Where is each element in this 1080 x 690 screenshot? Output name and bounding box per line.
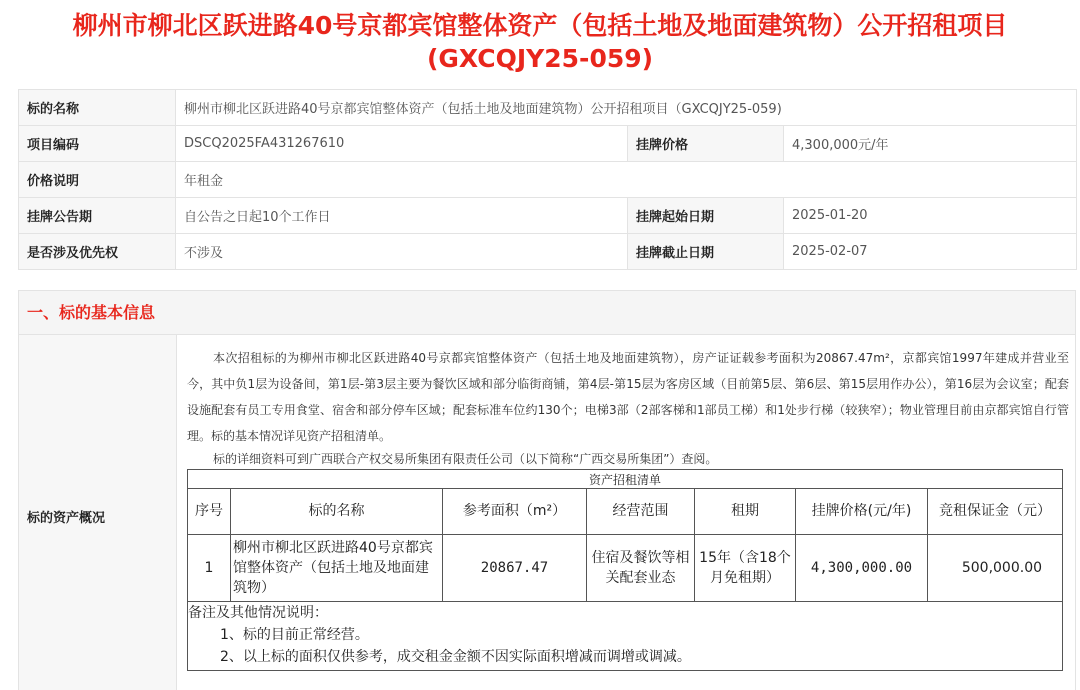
end-date-label: 挂牌截止日期 [628, 234, 784, 270]
name-value: 柳州市柳北区跃进路40号京都宾馆整体资产（包括土地及地面建筑物）公开招租项目（GXCQJY25-059) [176, 90, 1077, 126]
page-title [0, 9, 1080, 75]
cell-term: 15年（含18个月免租期） [695, 535, 796, 602]
header-area: 参考面积（m²） [443, 489, 587, 535]
summary-row-code [19, 126, 1077, 162]
price-value: 4,300,000元/年 [784, 126, 1077, 162]
table-row [188, 535, 1063, 602]
price-note-value: 年租金 [176, 162, 1077, 198]
header-price: 挂牌价格(元/年) [796, 489, 928, 535]
remarks-title: 备注及其他情况说明： [188, 605, 328, 621]
summary-table [18, 89, 1077, 270]
header-name: 标的名称 [231, 489, 443, 535]
summary-row-priority [19, 234, 1077, 270]
header-deposit: 竞租保证金（元） [928, 489, 1063, 535]
price-label: 挂牌价格 [628, 126, 784, 162]
asset-list-table [187, 469, 1063, 671]
code-value: DSCQ2025FA431267610 [176, 126, 628, 162]
summary-row-price-note [19, 162, 1077, 198]
cell-price: 4,300,000.00 [796, 535, 928, 602]
asset-table-caption-row [188, 470, 1063, 489]
asset-table-header [188, 489, 1063, 535]
asset-table-caption: 资产招租清单 [188, 470, 1063, 489]
start-date-label: 挂牌起始日期 [628, 198, 784, 234]
remarks-item-2: 2、以上标的面积仅供参考，成交租金金额不因实际面积增减而调增或调减。 [220, 649, 691, 665]
remarks-cell [188, 602, 1063, 671]
header-no: 序号 [188, 489, 231, 535]
cell-name: 柳州市柳北区跃进路40号京都宾馆整体资产（包括土地及地面建筑物） [231, 535, 443, 602]
asset-overview-content [187, 345, 1069, 671]
cell-scope: 住宿及餐饮等相关配套业态 [587, 535, 695, 602]
cell-area: 20867.47 [443, 535, 587, 602]
priority-value: 不涉及 [176, 234, 628, 270]
period-value: 自公告之日起10个工作日 [176, 198, 628, 234]
period-label: 挂牌公告期 [19, 198, 176, 234]
header-scope: 经营范围 [587, 489, 695, 535]
section-body [19, 335, 1075, 690]
header-term: 租期 [695, 489, 796, 535]
price-note-label: 价格说明 [19, 162, 176, 198]
basic-info-section [18, 290, 1076, 690]
priority-label: 是否涉及优先权 [19, 234, 176, 270]
remarks-row [188, 602, 1063, 671]
name-label: 标的名称 [19, 90, 176, 126]
code-label: 项目编码 [19, 126, 176, 162]
overview-paragraph: 本次招租标的为柳州市柳北区跃进路40号京都宾馆整体资产（包括土地及地面建筑物），房产证证载参考面积为20867.47m²，京都宾馆1997年建成并营业至今，其中负1层为设备间，第1层-第3层主要为餐饮区域和部分临街商铺，第4层-第15层为客房区域（目前第5层、第6层、第15层用作办公），第16层为会议室；配套设施配套有员工专用食堂、宿舍和部分停车区域；配套标准车位约130个；电梯3部（2部客梯和1部员工梯）和1处步行梯（较狭窄）；物业管理目前由京都宾馆自行管理。标的基本情况详见资产招租清单。 [187, 351, 1069, 443]
start-date-value: 2025-01-20 [784, 198, 1077, 234]
end-date-value: 2025-02-07 [784, 234, 1077, 270]
cell-no: 1 [188, 535, 231, 602]
page-title-line1: 柳州市柳北区跃进路40号京都宾馆整体资产（包括土地及地面建筑物）公开招租项目 [72, 11, 1008, 40]
summary-row-name [19, 90, 1077, 126]
overview-paragraph-2: 标的详细资料可到广西联合产权交易所集团有限责任公司（以下简称“广西交易所集团”）查阅。 [213, 452, 718, 466]
section-heading: 一、标的基本信息 [19, 291, 1075, 335]
summary-row-period [19, 198, 1077, 234]
asset-overview-label: 标的资产概况 [19, 335, 177, 690]
cell-deposit: 500,000.00 [928, 535, 1063, 602]
page-title-line2: (GXCQJY25-059) [426, 44, 654, 73]
remarks-item-1: 1、标的目前正常经营。 [220, 627, 369, 643]
